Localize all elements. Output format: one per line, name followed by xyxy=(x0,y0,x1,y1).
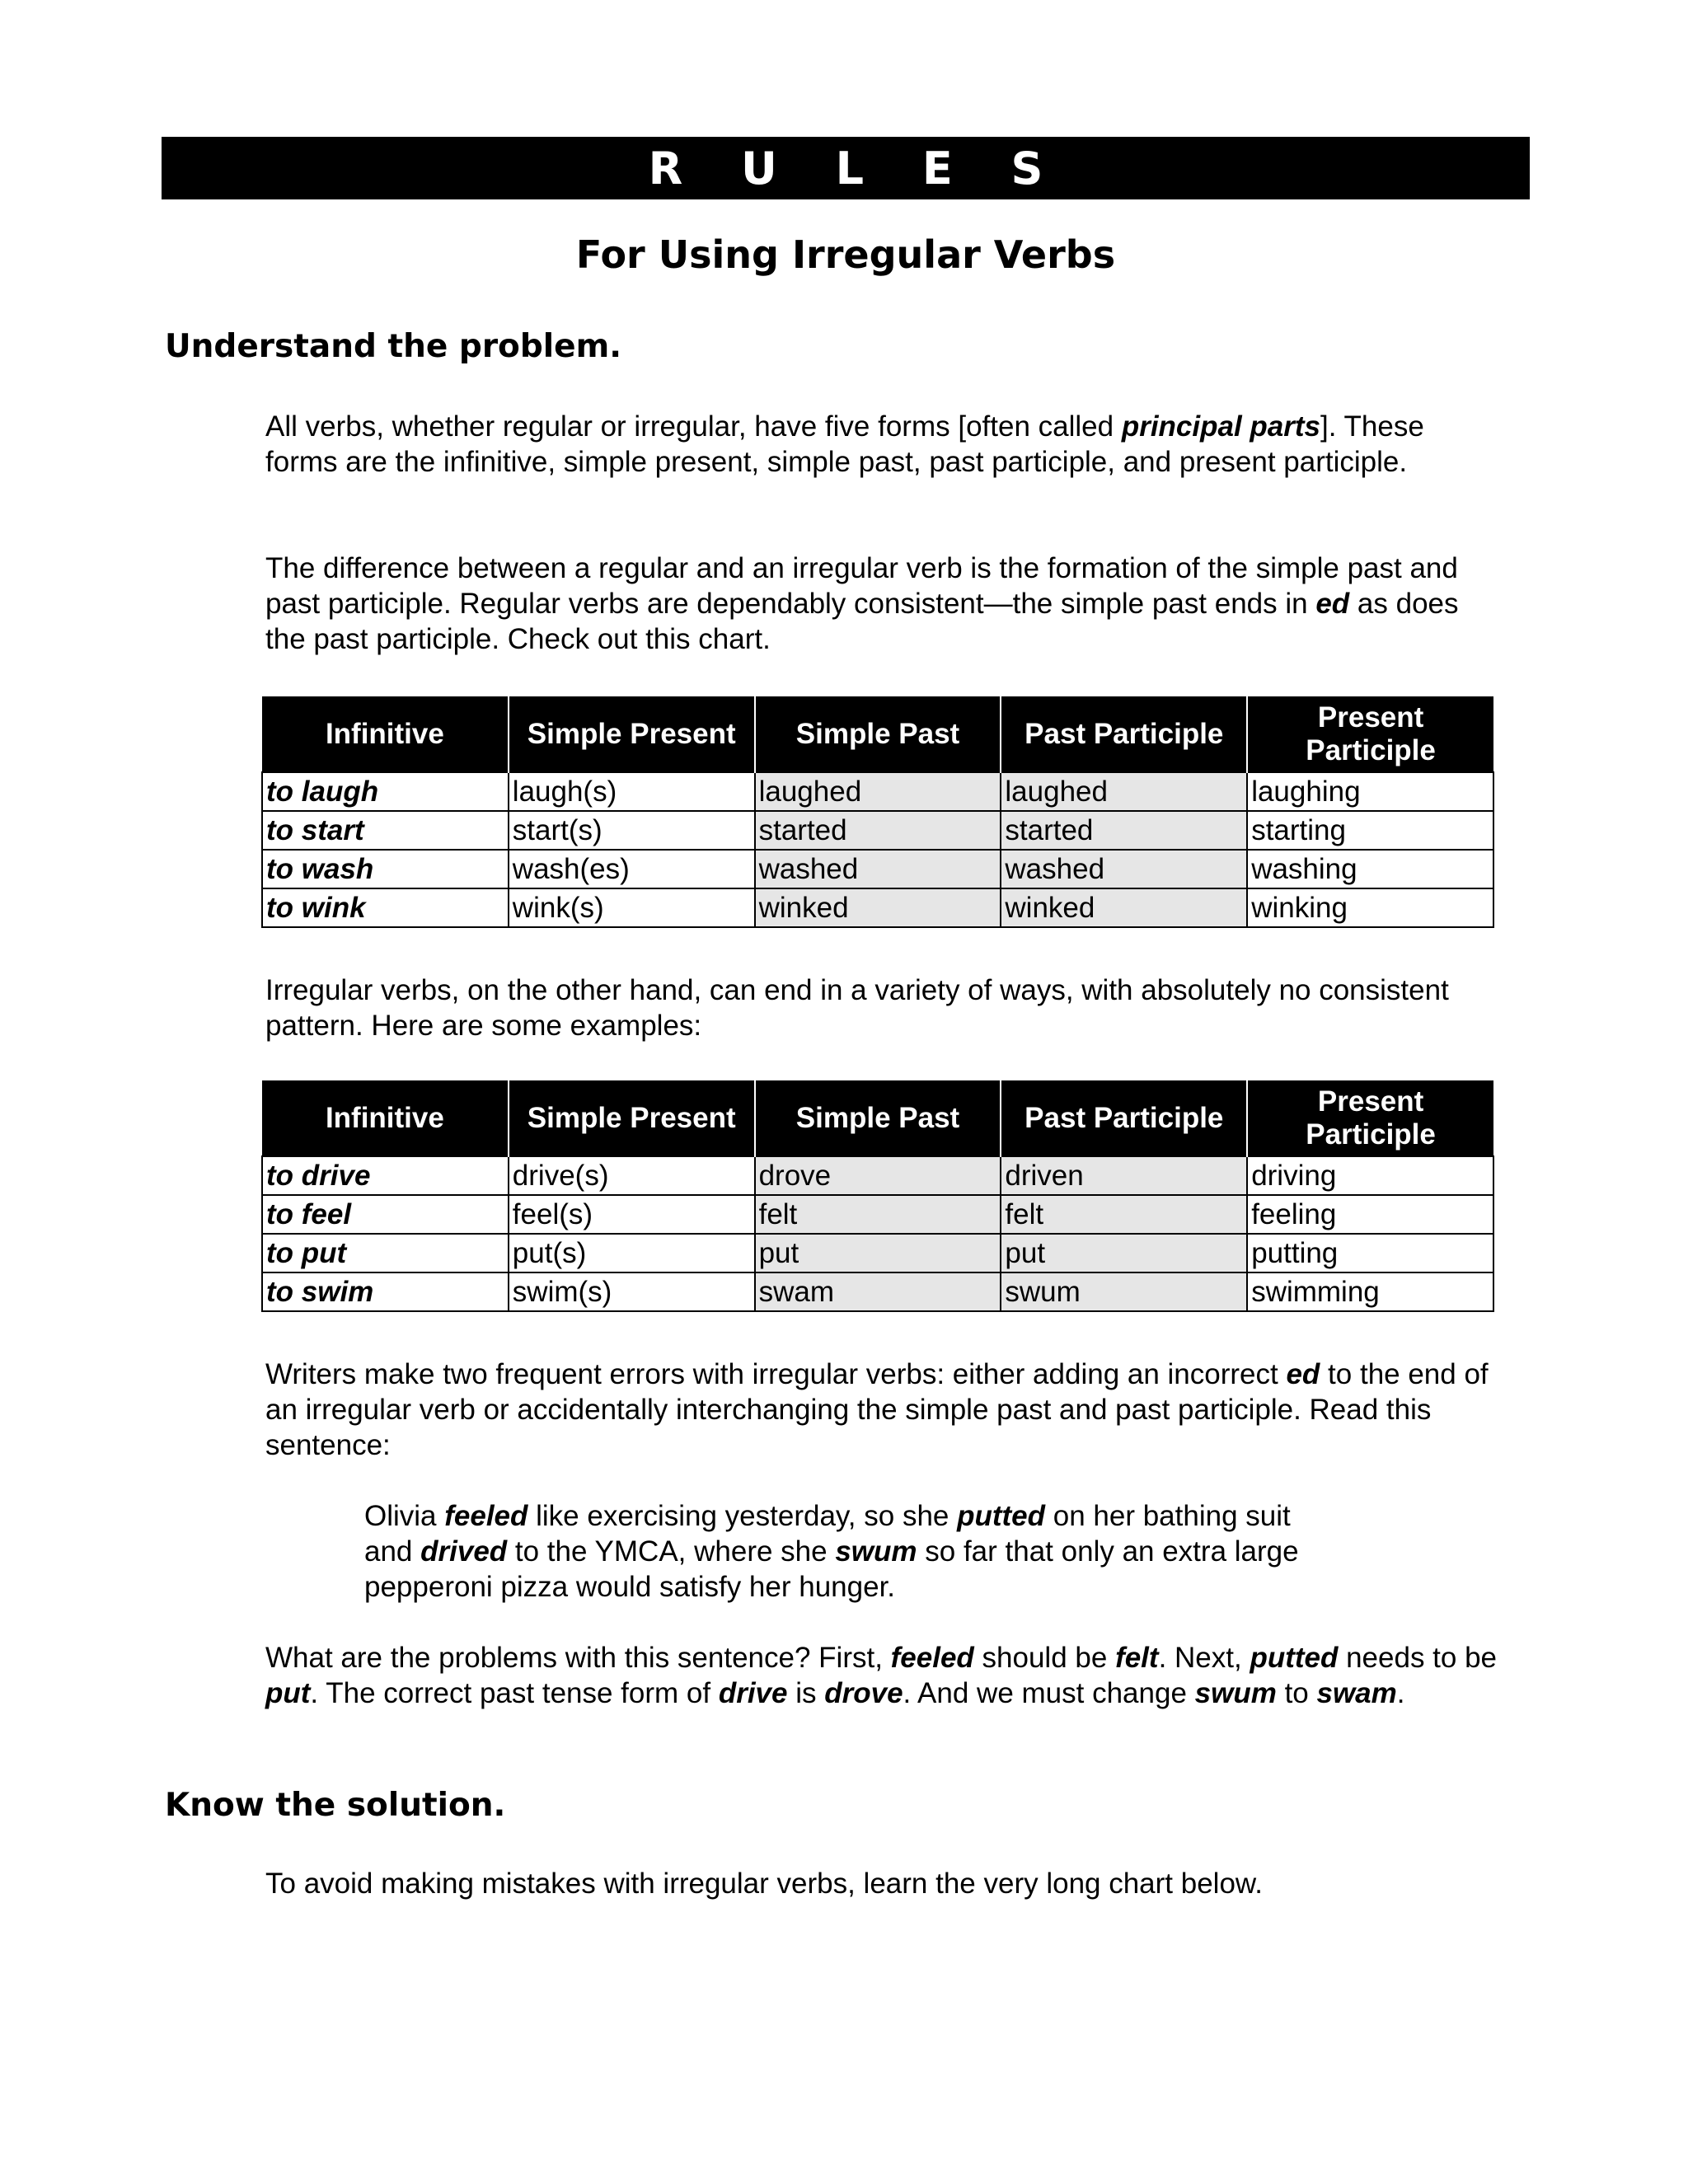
emphasis: ed xyxy=(1315,588,1350,620)
table-cell: to start xyxy=(262,811,509,850)
text: . And we must change xyxy=(903,1677,1195,1709)
column-header: Past Participle xyxy=(1001,1080,1247,1156)
page-subtitle: For Using Irregular Verbs xyxy=(575,232,1116,277)
table-cell: felt xyxy=(755,1195,1001,1234)
column-header: Infinitive xyxy=(262,1080,509,1156)
column-header: Past Participle xyxy=(1001,696,1247,772)
table-row xyxy=(262,888,1493,927)
table-cell: driving xyxy=(1247,1156,1493,1195)
text: What are the problems with this sentence? First, xyxy=(265,1642,891,1674)
emphasis: ed xyxy=(1286,1358,1320,1390)
table-cell: driven xyxy=(1001,1156,1247,1195)
text: Olivia xyxy=(364,1500,445,1532)
paragraph-irregular-intro: Irregular verbs, on the other hand, can end in a variety of ways, with absolutely no consistent pattern. Here are some examples: xyxy=(265,974,1449,1042)
emphasis: feeled xyxy=(890,1642,974,1674)
table-header-row xyxy=(262,1080,1493,1156)
table-cell: laugh(s) xyxy=(509,772,755,811)
emphasis: drived xyxy=(420,1535,508,1568)
emphasis: swam xyxy=(1316,1677,1397,1709)
table-cell: swam xyxy=(755,1272,1001,1311)
table-cell: drive(s) xyxy=(509,1156,755,1195)
table-cell: felt xyxy=(1001,1195,1247,1234)
emphasis: drove xyxy=(824,1677,903,1709)
text: The difference between a regular and an irregular verb is the formation of the simple past and past participle. Regular verbs are dependably consistent—the simple past ends in xyxy=(265,552,1458,620)
column-header: Present Participle xyxy=(1247,1080,1493,1156)
irregular-verbs-table xyxy=(261,1080,1494,1312)
paragraph-frequent-errors xyxy=(265,1357,1502,1463)
table-cell: put xyxy=(755,1234,1001,1272)
text: . Next, xyxy=(1158,1642,1250,1674)
table-cell: washed xyxy=(755,850,1001,888)
regular-verbs-table xyxy=(261,696,1494,928)
table-cell: laughing xyxy=(1247,772,1493,811)
table-cell: winking xyxy=(1247,888,1493,927)
emphasis: swum xyxy=(1194,1677,1277,1709)
table-cell: put(s) xyxy=(509,1234,755,1272)
text: needs to be xyxy=(1338,1642,1498,1674)
paragraph-regular-vs-irregular xyxy=(265,551,1502,657)
table-cell: to wink xyxy=(262,888,509,927)
text: is xyxy=(787,1677,825,1709)
table-cell: washing xyxy=(1247,850,1493,888)
text: on her bathing suit and xyxy=(364,1500,1291,1568)
table-cell: putting xyxy=(1247,1234,1493,1272)
table-cell: start(s) xyxy=(509,811,755,850)
table-cell: to swim xyxy=(262,1272,509,1311)
table-cell: to feel xyxy=(262,1195,509,1234)
table-row xyxy=(262,811,1493,850)
emphasis: principal parts xyxy=(1121,410,1320,443)
paragraph-problems-explained xyxy=(265,1640,1502,1711)
table-cell: laughed xyxy=(755,772,1001,811)
column-header: Simple Past xyxy=(755,696,1001,772)
table-cell: swim(s) xyxy=(509,1272,755,1311)
table-row xyxy=(262,772,1493,811)
table-cell: winked xyxy=(1001,888,1247,927)
column-header: Simple Present xyxy=(509,696,755,772)
table-cell: to put xyxy=(262,1234,509,1272)
text: so far that only an extra large pepperoni pizza would satisfy her hunger. xyxy=(364,1535,1299,1603)
emphasis: putted xyxy=(1250,1642,1339,1674)
emphasis: putted xyxy=(957,1500,1046,1532)
table-cell: swum xyxy=(1001,1272,1247,1311)
text: All verbs, whether regular or irregular, have five forms [often called xyxy=(265,410,1122,443)
emphasis: swum xyxy=(835,1535,917,1568)
emphasis: drive xyxy=(718,1677,788,1709)
section-heading-solution: Know the solution. xyxy=(165,1787,506,1824)
column-header: Simple Present xyxy=(509,1080,755,1156)
table-cell: to wash xyxy=(262,850,509,888)
text: ]. These forms are the infinitive, simple present, simple past, past participle, and present participle. xyxy=(265,410,1424,478)
table-cell: washed xyxy=(1001,850,1247,888)
emphasis: put xyxy=(265,1677,311,1709)
column-header: Present Participle xyxy=(1247,696,1493,772)
table-cell: wink(s) xyxy=(509,888,755,927)
table-cell: starting xyxy=(1247,811,1493,850)
table-cell: winked xyxy=(755,888,1001,927)
column-header: Simple Past xyxy=(755,1080,1001,1156)
text: like exercising yesterday, so she xyxy=(528,1500,958,1532)
text: to the YMCA, where she xyxy=(507,1535,836,1568)
table-cell: feeling xyxy=(1247,1195,1493,1234)
table-cell: laughed xyxy=(1001,772,1247,811)
rules-banner: R U L E S xyxy=(162,137,1530,199)
text: to xyxy=(1276,1677,1317,1709)
table-cell: drove xyxy=(755,1156,1001,1195)
table-row xyxy=(262,1234,1493,1272)
emphasis: felt xyxy=(1115,1642,1159,1674)
section-heading-understand: Understand the problem. xyxy=(165,328,622,365)
table-row xyxy=(262,850,1493,888)
text: . xyxy=(1396,1677,1405,1709)
emphasis: feeled xyxy=(444,1500,528,1532)
text: as does the past participle. Check out this chart. xyxy=(265,588,1459,655)
text: . The correct past tense form of xyxy=(310,1677,719,1709)
text: to the end of an irregular verb or accidentally interchanging the simple past and past participle. Read this sentence: xyxy=(265,1358,1489,1461)
table-cell: started xyxy=(755,811,1001,850)
table-cell: wash(es) xyxy=(509,850,755,888)
table-cell: feel(s) xyxy=(509,1195,755,1234)
text: Writers make two frequent errors with irregular verbs: either adding an incorrect xyxy=(265,1358,1287,1390)
table-row xyxy=(262,1272,1493,1311)
table-row xyxy=(262,1156,1493,1195)
table-cell: swimming xyxy=(1247,1272,1493,1311)
paragraph-learn-chart: To avoid making mistakes with irregular verbs, learn the very long chart below. xyxy=(265,1868,1263,1900)
text: should be xyxy=(973,1642,1116,1674)
example-sentence xyxy=(364,1498,1320,1605)
paragraph-principal-parts xyxy=(265,409,1502,480)
table-cell: to laugh xyxy=(262,772,509,811)
table-header-row xyxy=(262,696,1493,772)
table-cell: put xyxy=(1001,1234,1247,1272)
table-cell: to drive xyxy=(262,1156,509,1195)
column-header: Infinitive xyxy=(262,696,509,772)
table-cell: started xyxy=(1001,811,1247,850)
table-row xyxy=(262,1195,1493,1234)
